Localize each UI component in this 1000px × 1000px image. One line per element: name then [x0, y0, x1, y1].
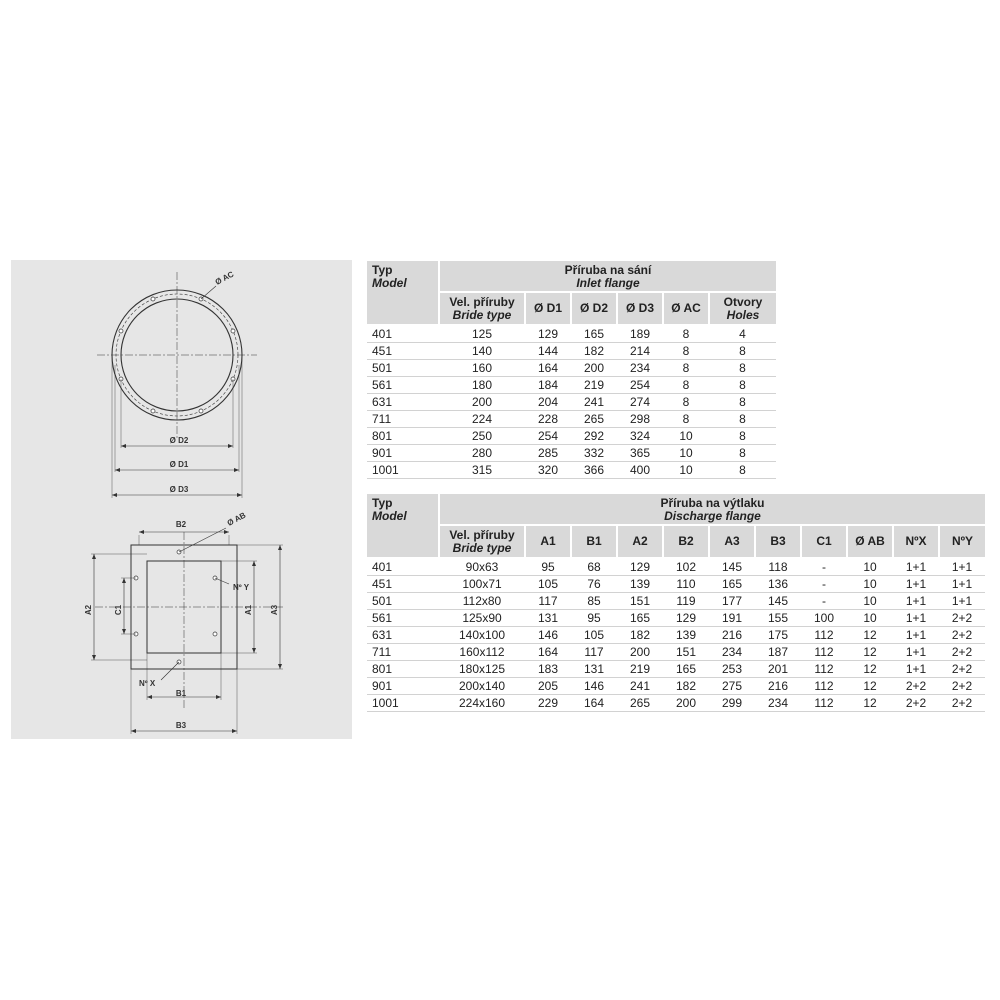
- table-cell: 112: [801, 678, 847, 695]
- model-cell: 451: [367, 576, 439, 593]
- table-cell: 165: [709, 576, 755, 593]
- table-cell: 117: [525, 593, 571, 610]
- table-cell: 68: [571, 558, 617, 576]
- flange-drawing: [11, 260, 352, 739]
- table-row: [367, 558, 985, 576]
- table-cell: 112: [801, 644, 847, 661]
- table-cell: 253: [709, 661, 755, 678]
- table-cell: 241: [617, 678, 663, 695]
- table-cell: 10: [847, 610, 893, 627]
- table-cell: 320: [525, 462, 571, 479]
- inlet-size-header: [439, 292, 525, 325]
- table-cell: 2+2: [893, 678, 939, 695]
- label-b1: B1: [175, 689, 187, 698]
- table-cell: 105: [571, 627, 617, 644]
- table-cell: 164: [571, 695, 617, 712]
- table-cell: 131: [571, 661, 617, 678]
- table-cell: 234: [617, 360, 663, 377]
- table-cell: 183: [525, 661, 571, 678]
- inlet-col-header: Ø D2: [571, 292, 617, 325]
- table-row: [367, 627, 985, 644]
- table-cell: 8: [709, 377, 776, 394]
- outlet-col-header: B3: [755, 525, 801, 558]
- table-cell: 250: [439, 428, 525, 445]
- table-cell: 219: [571, 377, 617, 394]
- table-cell: 1+1: [893, 610, 939, 627]
- table-cell: -: [801, 558, 847, 576]
- table-row: [367, 644, 985, 661]
- table-row: [367, 325, 776, 343]
- model-cell: 1001: [367, 695, 439, 712]
- table-cell: 275: [709, 678, 755, 695]
- table-cell: 10: [663, 462, 709, 479]
- table-cell: 131: [525, 610, 571, 627]
- table-cell: 8: [663, 325, 709, 343]
- table-cell: 180: [439, 377, 525, 394]
- table-cell: 136: [755, 576, 801, 593]
- model-cell: 631: [367, 394, 439, 411]
- table-cell: 8: [709, 445, 776, 462]
- table-cell: 125x90: [439, 610, 525, 627]
- table-cell: 180x125: [439, 661, 525, 678]
- table-cell: 8: [709, 360, 776, 377]
- outlet-col-header: B1: [571, 525, 617, 558]
- table-cell: 274: [617, 394, 663, 411]
- table-cell: 200: [439, 394, 525, 411]
- inlet-model-header: [367, 261, 439, 325]
- table-cell: 1+1: [893, 661, 939, 678]
- table-cell: 8: [663, 394, 709, 411]
- outlet-col-header: B2: [663, 525, 709, 558]
- outlet-table-body: [367, 558, 985, 712]
- table-cell: 105: [525, 576, 571, 593]
- table-cell: 1+1: [939, 558, 985, 576]
- table-cell: 140x100: [439, 627, 525, 644]
- label-ac: Ø AC: [213, 269, 236, 287]
- outlet-col-header: NºX: [893, 525, 939, 558]
- outlet-group-title: Příruba na výtlaku: [660, 496, 765, 510]
- table-cell: 2+2: [939, 678, 985, 695]
- inlet-group-header: [439, 261, 776, 292]
- table-cell: 182: [571, 343, 617, 360]
- table-row: [367, 411, 776, 428]
- label-a3: A3: [270, 604, 279, 616]
- table-cell: 146: [525, 627, 571, 644]
- table-cell: 8: [663, 411, 709, 428]
- label-b3: B3: [175, 721, 187, 730]
- label-a2: A2: [84, 604, 93, 616]
- table-cell: 151: [617, 593, 663, 610]
- table-cell: 164: [525, 644, 571, 661]
- table-cell: 2+2: [939, 627, 985, 644]
- outlet-col-header: A2: [617, 525, 663, 558]
- table-cell: 2+2: [939, 695, 985, 712]
- table-cell: 112: [801, 627, 847, 644]
- table-cell: 155: [755, 610, 801, 627]
- table-cell: 292: [571, 428, 617, 445]
- outlet-flange-drawing: [91, 528, 283, 734]
- table-cell: 224: [439, 411, 525, 428]
- size-label: Vel. příruby: [449, 294, 515, 309]
- table-cell: 1+1: [893, 558, 939, 576]
- table-cell: 160: [439, 360, 525, 377]
- table-cell: 112: [801, 695, 847, 712]
- table-cell: 139: [617, 576, 663, 593]
- table-cell: 10: [847, 593, 893, 610]
- table-cell: 201: [755, 661, 801, 678]
- table-row: [367, 695, 985, 712]
- table-cell: 280: [439, 445, 525, 462]
- table-cell: 315: [439, 462, 525, 479]
- table-cell: 117: [571, 644, 617, 661]
- model-cell: 401: [367, 325, 439, 343]
- table-cell: 129: [617, 558, 663, 576]
- table-cell: 299: [709, 695, 755, 712]
- table-cell: 200x140: [439, 678, 525, 695]
- table-cell: 1+1: [939, 576, 985, 593]
- table-cell: 175: [755, 627, 801, 644]
- outlet-col-header: A3: [709, 525, 755, 558]
- table-cell: 234: [709, 644, 755, 661]
- label-c1: C1: [114, 604, 123, 616]
- label-ny: Nº Y: [233, 583, 250, 592]
- table-cell: 12: [847, 695, 893, 712]
- table-cell: 10: [847, 558, 893, 576]
- table-row: [367, 343, 776, 360]
- table-cell: 182: [617, 627, 663, 644]
- model-cell: 501: [367, 593, 439, 610]
- size-label-en: Bride type: [452, 307, 512, 322]
- table-cell: 145: [709, 558, 755, 576]
- table-cell: 160x112: [439, 644, 525, 661]
- model-cell: 451: [367, 343, 439, 360]
- table-cell: 100: [801, 610, 847, 627]
- table-cell: 8: [709, 428, 776, 445]
- inlet-holes-header: [709, 292, 776, 325]
- table-cell: 129: [663, 610, 709, 627]
- model-cell: 801: [367, 661, 439, 678]
- table-cell: 12: [847, 644, 893, 661]
- model-cell: 1001: [367, 462, 439, 479]
- table-cell: 102: [663, 558, 709, 576]
- table-cell: -: [801, 593, 847, 610]
- table-cell: 265: [571, 411, 617, 428]
- table-cell: 332: [571, 445, 617, 462]
- model-cell: 401: [367, 558, 439, 576]
- table-cell: 1+1: [893, 627, 939, 644]
- table-cell: 229: [525, 695, 571, 712]
- table-cell: 76: [571, 576, 617, 593]
- table-cell: 144: [525, 343, 571, 360]
- table-cell: 234: [755, 695, 801, 712]
- table-cell: 151: [663, 644, 709, 661]
- size-label: Vel. příruby: [449, 527, 515, 542]
- table-cell: 8: [709, 394, 776, 411]
- table-cell: 12: [847, 627, 893, 644]
- table-row: [367, 610, 985, 627]
- outlet-model-header: [367, 494, 439, 558]
- table-cell: 366: [571, 462, 617, 479]
- outlet-col-header: A1: [525, 525, 571, 558]
- model-label: Typ: [372, 263, 393, 277]
- table-cell: 90x63: [439, 558, 525, 576]
- model-cell: 631: [367, 627, 439, 644]
- table-cell: 200: [617, 644, 663, 661]
- table-cell: 8: [709, 462, 776, 479]
- table-cell: 8: [663, 343, 709, 360]
- label-d3: Ø D3: [169, 485, 189, 494]
- model-label: Typ: [372, 496, 393, 510]
- table-cell: 228: [525, 411, 571, 428]
- model-cell: 501: [367, 360, 439, 377]
- table-row: [367, 360, 776, 377]
- table-cell: 112x80: [439, 593, 525, 610]
- table-cell: 191: [709, 610, 755, 627]
- holes-label: Otvory: [723, 294, 763, 309]
- table-cell: 254: [617, 377, 663, 394]
- table-cell: 118: [755, 558, 801, 576]
- table-cell: 298: [617, 411, 663, 428]
- table-row: [367, 394, 776, 411]
- table-cell: 200: [571, 360, 617, 377]
- table-row: [367, 593, 985, 610]
- table-cell: 184: [525, 377, 571, 394]
- table-cell: 85: [571, 593, 617, 610]
- table-cell: 216: [755, 678, 801, 695]
- model-cell: 561: [367, 610, 439, 627]
- table-cell: 2+2: [939, 610, 985, 627]
- table-cell: 8: [709, 343, 776, 360]
- table-cell: 8: [709, 411, 776, 428]
- table-cell: 95: [571, 610, 617, 627]
- table-cell: 200: [663, 695, 709, 712]
- table-cell: 177: [709, 593, 755, 610]
- outlet-group-header: [439, 494, 985, 525]
- table-cell: 1+1: [939, 593, 985, 610]
- table-cell: 12: [847, 678, 893, 695]
- table-row: [367, 661, 985, 678]
- table-cell: 4: [709, 325, 776, 343]
- table-cell: 182: [663, 678, 709, 695]
- model-cell: 801: [367, 428, 439, 445]
- model-cell: 561: [367, 377, 439, 394]
- model-cell: 901: [367, 445, 439, 462]
- label-nx: Nº X: [139, 679, 156, 688]
- table-cell: 1+1: [893, 644, 939, 661]
- model-cell: 711: [367, 644, 439, 661]
- table-cell: 165: [617, 610, 663, 627]
- table-cell: 400: [617, 462, 663, 479]
- table-row: [367, 377, 776, 394]
- table-cell: 110: [663, 576, 709, 593]
- table-cell: 165: [571, 325, 617, 343]
- table-cell: 1+1: [893, 576, 939, 593]
- table-cell: 8: [663, 377, 709, 394]
- model-cell: 711: [367, 411, 439, 428]
- table-cell: 119: [663, 593, 709, 610]
- table-cell: 125: [439, 325, 525, 343]
- outlet-size-header: [439, 525, 525, 558]
- label-d2: Ø D2: [169, 436, 189, 445]
- table-cell: 219: [617, 661, 663, 678]
- inlet-col-header: Ø D3: [617, 292, 663, 325]
- table-cell: 165: [663, 661, 709, 678]
- table-cell: -: [801, 576, 847, 593]
- table-cell: 365: [617, 445, 663, 462]
- table-cell: 285: [525, 445, 571, 462]
- table-cell: 2+2: [939, 644, 985, 661]
- holes-label-en: Holes: [726, 307, 760, 322]
- table-cell: 100x71: [439, 576, 525, 593]
- table-cell: 265: [617, 695, 663, 712]
- inlet-group-title: Příruba na sání: [564, 263, 652, 277]
- inlet-col-header: Ø D1: [525, 292, 571, 325]
- outlet-col-header: C1: [801, 525, 847, 558]
- discharge-flange-table: [367, 494, 985, 712]
- table-row: [367, 445, 776, 462]
- table-cell: 2+2: [893, 695, 939, 712]
- table-cell: 204: [525, 394, 571, 411]
- table-cell: 10: [847, 576, 893, 593]
- table-cell: 139: [663, 627, 709, 644]
- table-cell: 1+1: [893, 593, 939, 610]
- outlet-col-header: NºY: [939, 525, 985, 558]
- flange-drawing-panel: [11, 260, 352, 739]
- label-d1: Ø D1: [169, 460, 189, 469]
- table-cell: 189: [617, 325, 663, 343]
- model-cell: 901: [367, 678, 439, 695]
- table-cell: 205: [525, 678, 571, 695]
- size-label-en: Bride type: [452, 540, 512, 555]
- table-cell: 216: [709, 627, 755, 644]
- inlet-col-header: Ø AC: [663, 292, 709, 325]
- table-cell: 8: [663, 360, 709, 377]
- model-label-en: Model: [372, 509, 407, 523]
- outlet-group-title-en: Discharge flange: [664, 509, 761, 523]
- table-cell: 112: [801, 661, 847, 678]
- table-cell: 146: [571, 678, 617, 695]
- label-ab: Ø AB: [225, 510, 248, 528]
- table-cell: 187: [755, 644, 801, 661]
- table-cell: 145: [755, 593, 801, 610]
- model-label-en: Model: [372, 276, 407, 290]
- label-b2: B2: [175, 520, 187, 529]
- table-cell: 224x160: [439, 695, 525, 712]
- table-cell: 254: [525, 428, 571, 445]
- label-a1: A1: [244, 604, 253, 616]
- table-cell: 12: [847, 661, 893, 678]
- inlet-group-title-en: Inlet flange: [576, 276, 640, 290]
- table-cell: 324: [617, 428, 663, 445]
- table-cell: 241: [571, 394, 617, 411]
- table-cell: 10: [663, 428, 709, 445]
- table-row: [367, 678, 985, 695]
- table-cell: 164: [525, 360, 571, 377]
- outlet-col-header: Ø AB: [847, 525, 893, 558]
- table-row: [367, 462, 776, 479]
- table-cell: 95: [525, 558, 571, 576]
- table-cell: 2+2: [939, 661, 985, 678]
- table-row: [367, 428, 776, 445]
- table-cell: 214: [617, 343, 663, 360]
- table-cell: 129: [525, 325, 571, 343]
- table-row: [367, 576, 985, 593]
- table-cell: 140: [439, 343, 525, 360]
- inlet-flange-table: [367, 261, 776, 479]
- table-cell: 10: [663, 445, 709, 462]
- inlet-table-body: [367, 325, 776, 479]
